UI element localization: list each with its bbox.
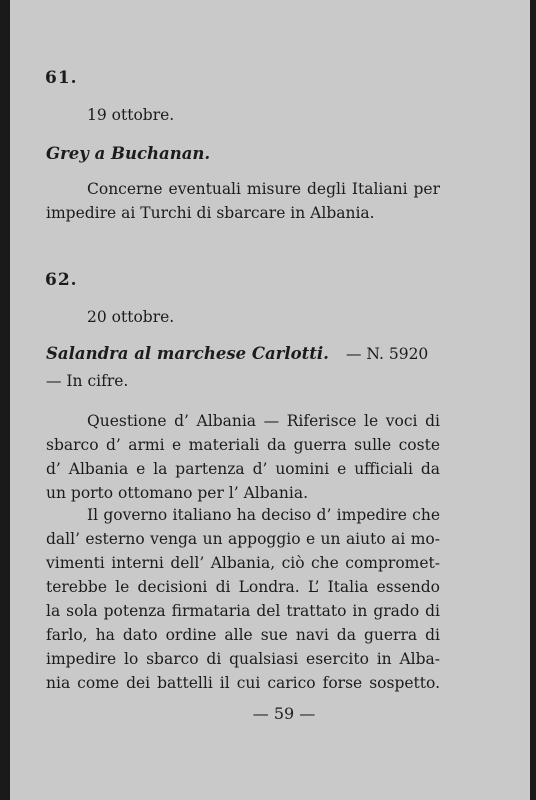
paragraph-1-line-1: Questione d’ Albania — Riferisce le voci di (87, 412, 440, 430)
page-number: — 59 — (252, 704, 316, 723)
paragraph-2-line-3: vimenti interni dell’ Albania, ciò che compromet- (46, 554, 440, 572)
book-page (10, 0, 530, 800)
document-date-61: 19 ottobre. (87, 106, 175, 124)
document-protocol-number: — N. 5920 (346, 345, 429, 363)
summary-line-2: impedire ai Turchi di sbarcare in Albania. (46, 204, 375, 222)
paragraph-2-line-1: Il governo italiano ha deciso d’ impedire che (87, 506, 440, 524)
paragraph-2-line-8: nia come dei battelli il cui carico forse sospetto. (46, 674, 440, 692)
paragraph-2-line-2: dall’ esterno venga un appoggio e un aiuto ai mo- (46, 530, 440, 548)
paragraph-2-line-6: farlo, ha dato ordine alle sue navi da guerra di (46, 626, 440, 644)
paragraph-1-line-2: sbarco d’ armi e materiali da guerra sulle coste (46, 436, 440, 454)
document-title-61: Grey a Buchanan. (46, 144, 211, 163)
paragraph-2-line-5: la sola potenza firmataria del trattato in grado di (46, 602, 440, 620)
summary-line-1: Concerne eventuali misure degli Italiani per (87, 180, 440, 198)
paragraph-2-line-4: terebbe le decisioni di Londra. L’ Italia essendo (46, 578, 440, 596)
paragraph-2-line-7: impedire lo sbarco di qualsiasi esercito in Alba- (46, 650, 440, 668)
paragraph-1-line-3: d’ Albania e la partenza d’ uomini e ufficiali da (46, 460, 440, 478)
document-number-62: 62. (45, 270, 78, 290)
document-title-62: Salandra al marchese Carlotti. (46, 344, 329, 363)
document-date-62: 20 ottobre. (87, 308, 175, 326)
document-encoding-note: — In cifre. (46, 372, 129, 390)
document-number-61: 61. (45, 68, 78, 88)
paragraph-1-line-4: un porto ottomano per l’ Albania. (46, 484, 309, 502)
